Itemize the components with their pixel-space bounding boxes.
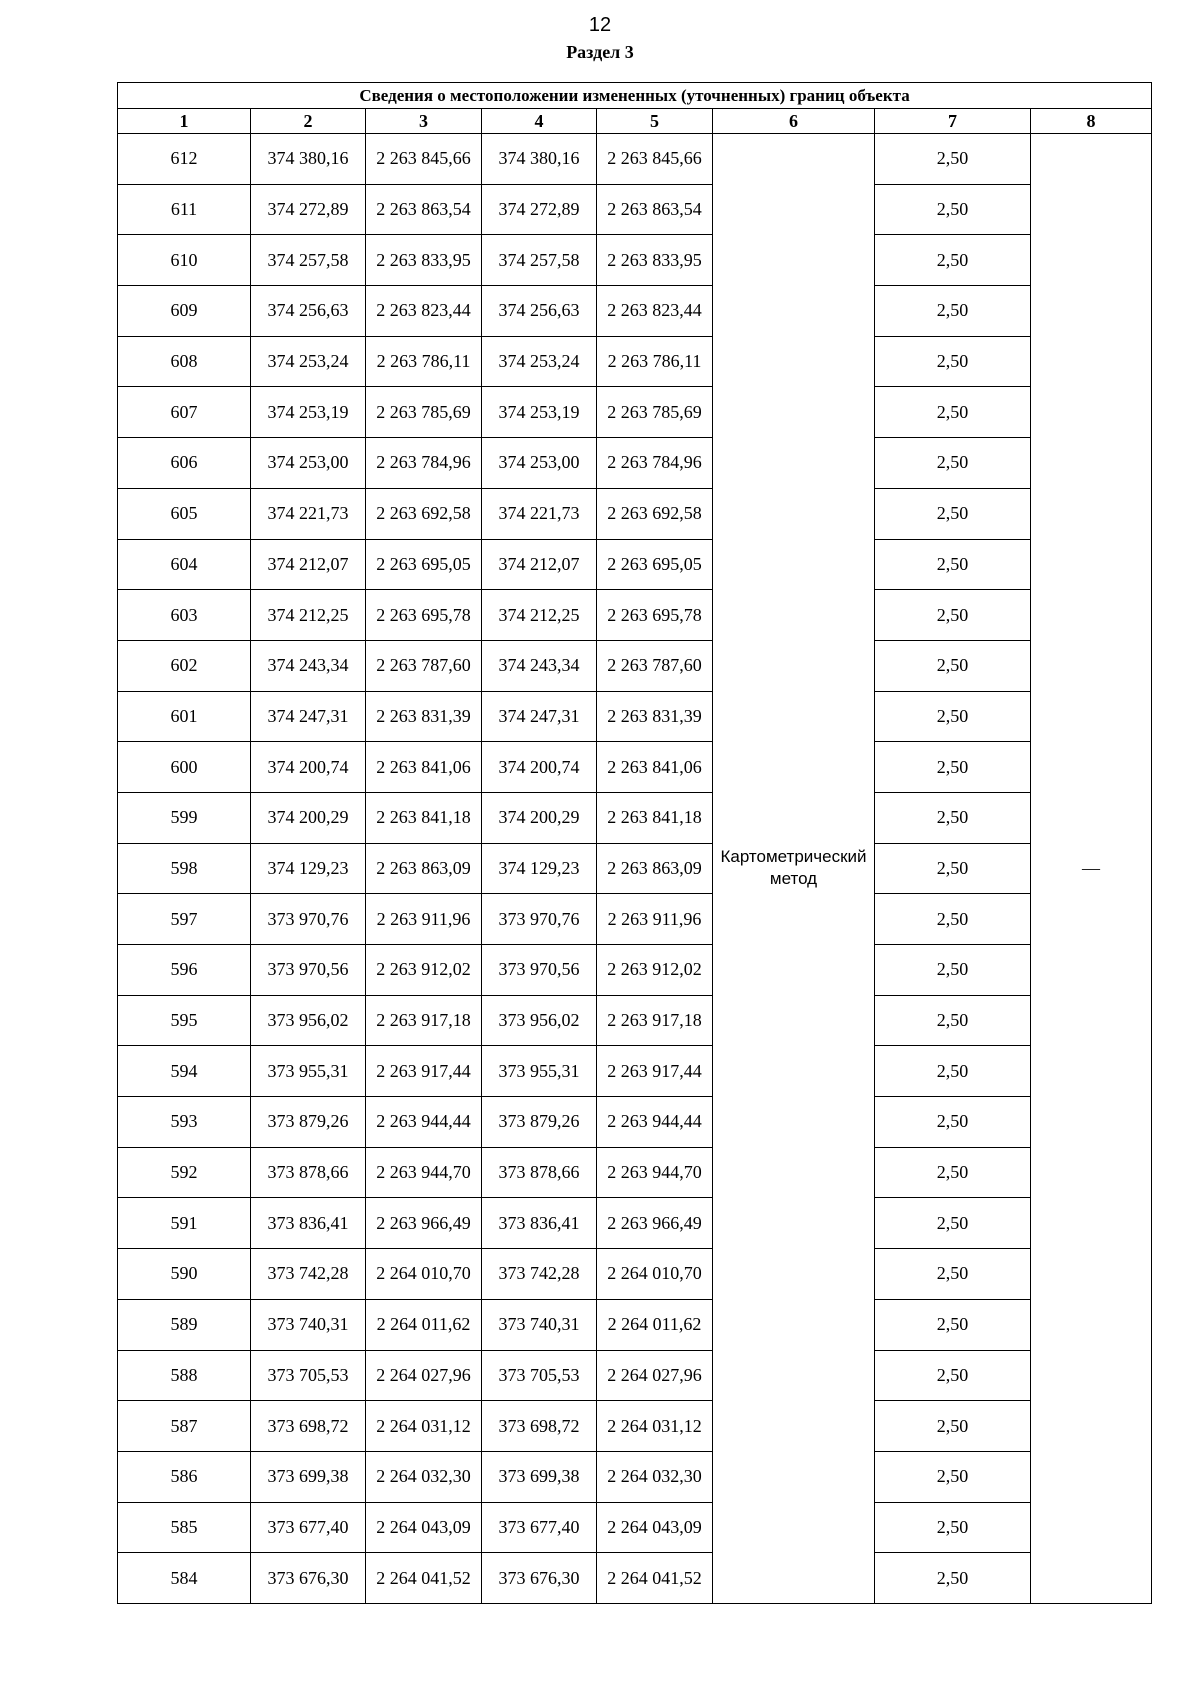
x-existing-cell: 373 970,56	[251, 945, 366, 996]
column-number-5: 5	[597, 109, 713, 134]
table-row	[118, 590, 1152, 641]
table-row	[118, 1147, 1152, 1198]
x-refined-cell: 374 221,73	[482, 488, 597, 539]
y-existing-cell: 2 263 917,44	[366, 1046, 482, 1097]
y-existing-cell: 2 263 863,54	[366, 184, 482, 235]
x-refined-cell: 373 676,30	[482, 1553, 597, 1604]
table-row	[118, 134, 1152, 185]
table-row	[118, 286, 1152, 337]
y-refined-cell: 2 263 841,06	[597, 742, 713, 793]
x-existing-cell: 373 740,31	[251, 1299, 366, 1350]
table-row	[118, 387, 1152, 438]
column-number-8: 8	[1031, 109, 1152, 134]
x-refined-cell: 374 247,31	[482, 691, 597, 742]
x-refined-cell: 373 677,40	[482, 1502, 597, 1553]
table-row	[118, 235, 1152, 286]
y-existing-cell: 2 264 041,52	[366, 1553, 482, 1604]
table-row	[118, 1350, 1152, 1401]
y-refined-cell: 2 263 695,78	[597, 590, 713, 641]
accuracy-cell: 2,50	[875, 336, 1031, 387]
y-refined-cell: 2 264 031,12	[597, 1401, 713, 1452]
point-number-cell: 599	[118, 792, 251, 843]
point-number-cell: 609	[118, 286, 251, 337]
y-existing-cell: 2 263 695,78	[366, 590, 482, 641]
point-number-cell: 595	[118, 995, 251, 1046]
x-refined-cell: 373 705,53	[482, 1350, 597, 1401]
x-existing-cell: 374 221,73	[251, 488, 366, 539]
table-row	[118, 843, 1152, 894]
y-existing-cell: 2 263 831,39	[366, 691, 482, 742]
table-row	[118, 1451, 1152, 1502]
point-number-cell: 587	[118, 1401, 251, 1452]
x-existing-cell: 374 253,24	[251, 336, 366, 387]
x-refined-cell: 374 200,29	[482, 792, 597, 843]
y-refined-cell: 2 263 911,96	[597, 894, 713, 945]
point-number-cell: 607	[118, 387, 251, 438]
table-row	[118, 488, 1152, 539]
y-refined-cell: 2 263 784,96	[597, 438, 713, 489]
table-body	[118, 134, 1152, 1604]
point-number-cell: 605	[118, 488, 251, 539]
point-number-cell: 594	[118, 1046, 251, 1097]
point-number-cell: 604	[118, 539, 251, 590]
y-existing-cell: 2 264 043,09	[366, 1502, 482, 1553]
x-refined-cell: 373 956,02	[482, 995, 597, 1046]
accuracy-cell: 2,50	[875, 1350, 1031, 1401]
x-existing-cell: 374 256,63	[251, 286, 366, 337]
accuracy-cell: 2,50	[875, 945, 1031, 996]
accuracy-cell: 2,50	[875, 1553, 1031, 1604]
y-refined-cell: 2 264 032,30	[597, 1451, 713, 1502]
point-number-cell: 612	[118, 134, 251, 185]
accuracy-cell: 2,50	[875, 184, 1031, 235]
y-existing-cell: 2 263 841,06	[366, 742, 482, 793]
y-existing-cell: 2 263 911,96	[366, 894, 482, 945]
x-existing-cell: 373 970,76	[251, 894, 366, 945]
y-refined-cell: 2 263 863,09	[597, 843, 713, 894]
point-number-cell: 606	[118, 438, 251, 489]
accuracy-cell: 2,50	[875, 1299, 1031, 1350]
col8-cell: —	[1031, 134, 1152, 1604]
x-refined-cell: 374 257,58	[482, 235, 597, 286]
x-existing-cell: 373 699,38	[251, 1451, 366, 1502]
column-number-6: 6	[713, 109, 875, 134]
table-caption: Сведения о местоположении измененных (уточненных) границ объекта	[118, 83, 1152, 109]
y-existing-cell: 2 263 944,44	[366, 1097, 482, 1148]
point-number-cell: 602	[118, 640, 251, 691]
page-number: 12	[588, 14, 612, 36]
x-refined-cell: 373 970,76	[482, 894, 597, 945]
point-number-cell: 584	[118, 1553, 251, 1604]
x-refined-cell: 373 698,72	[482, 1401, 597, 1452]
y-refined-cell: 2 263 833,95	[597, 235, 713, 286]
table-row	[118, 894, 1152, 945]
y-refined-cell: 2 263 831,39	[597, 691, 713, 742]
accuracy-cell: 2,50	[875, 995, 1031, 1046]
y-refined-cell: 2 263 823,44	[597, 286, 713, 337]
method-cell: Картометрический метод	[713, 134, 875, 1604]
table-row	[118, 539, 1152, 590]
table-row	[118, 1046, 1152, 1097]
x-refined-cell: 373 740,31	[482, 1299, 597, 1350]
x-existing-cell: 373 879,26	[251, 1097, 366, 1148]
accuracy-cell: 2,50	[875, 1198, 1031, 1249]
table-row	[118, 742, 1152, 793]
accuracy-cell: 2,50	[875, 1401, 1031, 1452]
accuracy-cell: 2,50	[875, 286, 1031, 337]
table-row	[118, 691, 1152, 742]
point-number-cell: 586	[118, 1451, 251, 1502]
accuracy-cell: 2,50	[875, 894, 1031, 945]
x-refined-cell: 374 243,34	[482, 640, 597, 691]
y-refined-cell: 2 263 692,58	[597, 488, 713, 539]
y-existing-cell: 2 263 787,60	[366, 640, 482, 691]
y-existing-cell: 2 263 692,58	[366, 488, 482, 539]
accuracy-cell: 2,50	[875, 539, 1031, 590]
x-refined-cell: 373 878,66	[482, 1147, 597, 1198]
accuracy-cell: 2,50	[875, 792, 1031, 843]
column-number-2: 2	[251, 109, 366, 134]
table-row	[118, 995, 1152, 1046]
y-refined-cell: 2 264 043,09	[597, 1502, 713, 1553]
x-refined-cell: 374 253,24	[482, 336, 597, 387]
y-refined-cell: 2 264 041,52	[597, 1553, 713, 1604]
accuracy-cell: 2,50	[875, 387, 1031, 438]
x-existing-cell: 374 200,29	[251, 792, 366, 843]
y-existing-cell: 2 263 785,69	[366, 387, 482, 438]
x-existing-cell: 373 878,66	[251, 1147, 366, 1198]
y-existing-cell: 2 263 784,96	[366, 438, 482, 489]
x-refined-cell: 374 380,16	[482, 134, 597, 185]
table-row	[118, 1097, 1152, 1148]
x-refined-cell: 374 272,89	[482, 184, 597, 235]
y-existing-cell: 2 264 011,62	[366, 1299, 482, 1350]
accuracy-cell: 2,50	[875, 134, 1031, 185]
y-refined-cell: 2 263 917,18	[597, 995, 713, 1046]
table-row	[118, 184, 1152, 235]
x-refined-cell: 373 699,38	[482, 1451, 597, 1502]
x-existing-cell: 373 676,30	[251, 1553, 366, 1604]
table-caption-row	[118, 83, 1152, 109]
y-existing-cell: 2 264 031,12	[366, 1401, 482, 1452]
accuracy-cell: 2,50	[875, 742, 1031, 793]
table-row	[118, 336, 1152, 387]
x-refined-cell: 373 836,41	[482, 1198, 597, 1249]
y-refined-cell: 2 263 863,54	[597, 184, 713, 235]
x-refined-cell: 374 253,00	[482, 438, 597, 489]
point-number-cell: 597	[118, 894, 251, 945]
x-existing-cell: 374 253,00	[251, 438, 366, 489]
x-refined-cell: 374 256,63	[482, 286, 597, 337]
y-existing-cell: 2 264 027,96	[366, 1350, 482, 1401]
y-refined-cell: 2 264 010,70	[597, 1249, 713, 1300]
x-existing-cell: 374 243,34	[251, 640, 366, 691]
accuracy-cell: 2,50	[875, 1147, 1031, 1198]
point-number-cell: 598	[118, 843, 251, 894]
point-number-cell: 592	[118, 1147, 251, 1198]
y-refined-cell: 2 263 944,70	[597, 1147, 713, 1198]
y-existing-cell: 2 263 695,05	[366, 539, 482, 590]
y-refined-cell: 2 263 695,05	[597, 539, 713, 590]
x-existing-cell: 373 677,40	[251, 1502, 366, 1553]
y-existing-cell: 2 263 863,09	[366, 843, 482, 894]
x-existing-cell: 373 955,31	[251, 1046, 366, 1097]
accuracy-cell: 2,50	[875, 235, 1031, 286]
y-refined-cell: 2 263 845,66	[597, 134, 713, 185]
table-row	[118, 640, 1152, 691]
x-existing-cell: 374 247,31	[251, 691, 366, 742]
accuracy-cell: 2,50	[875, 438, 1031, 489]
point-number-cell: 588	[118, 1350, 251, 1401]
y-refined-cell: 2 263 917,44	[597, 1046, 713, 1097]
point-number-cell: 590	[118, 1249, 251, 1300]
y-refined-cell: 2 264 011,62	[597, 1299, 713, 1350]
accuracy-cell: 2,50	[875, 843, 1031, 894]
y-refined-cell: 2 263 944,44	[597, 1097, 713, 1148]
y-existing-cell: 2 263 833,95	[366, 235, 482, 286]
point-number-cell: 591	[118, 1198, 251, 1249]
x-existing-cell: 373 698,72	[251, 1401, 366, 1452]
accuracy-cell: 2,50	[875, 640, 1031, 691]
accuracy-cell: 2,50	[875, 691, 1031, 742]
point-number-cell: 603	[118, 590, 251, 641]
table-row	[118, 1249, 1152, 1300]
point-number-cell: 596	[118, 945, 251, 996]
y-existing-cell: 2 263 823,44	[366, 286, 482, 337]
column-number-4: 4	[482, 109, 597, 134]
section-title: Раздел 3	[566, 42, 634, 62]
accuracy-cell: 2,50	[875, 1502, 1031, 1553]
point-number-cell: 611	[118, 184, 251, 235]
x-refined-cell: 373 742,28	[482, 1249, 597, 1300]
x-refined-cell: 374 212,07	[482, 539, 597, 590]
x-refined-cell: 374 129,23	[482, 843, 597, 894]
x-existing-cell: 374 253,19	[251, 387, 366, 438]
x-refined-cell: 373 879,26	[482, 1097, 597, 1148]
point-number-cell: 608	[118, 336, 251, 387]
y-refined-cell: 2 263 966,49	[597, 1198, 713, 1249]
accuracy-cell: 2,50	[875, 1451, 1031, 1502]
accuracy-cell: 2,50	[875, 1097, 1031, 1148]
column-number-1: 1	[118, 109, 251, 134]
y-refined-cell: 2 263 841,18	[597, 792, 713, 843]
point-number-cell: 610	[118, 235, 251, 286]
accuracy-cell: 2,50	[875, 1046, 1031, 1097]
table-row	[118, 945, 1152, 996]
table-row	[118, 1502, 1152, 1553]
boundary-coordinates-table	[117, 82, 1152, 1604]
y-existing-cell: 2 263 786,11	[366, 336, 482, 387]
accuracy-cell: 2,50	[875, 590, 1031, 641]
x-existing-cell: 374 212,25	[251, 590, 366, 641]
y-refined-cell: 2 263 785,69	[597, 387, 713, 438]
table-row	[118, 1401, 1152, 1452]
x-refined-cell: 374 253,19	[482, 387, 597, 438]
table-row	[118, 792, 1152, 843]
table-row	[118, 1299, 1152, 1350]
column-number-row	[118, 109, 1152, 134]
x-existing-cell: 374 200,74	[251, 742, 366, 793]
x-existing-cell: 374 272,89	[251, 184, 366, 235]
point-number-cell: 589	[118, 1299, 251, 1350]
x-existing-cell: 374 129,23	[251, 843, 366, 894]
table-row	[118, 1553, 1152, 1604]
x-existing-cell: 373 705,53	[251, 1350, 366, 1401]
y-refined-cell: 2 264 027,96	[597, 1350, 713, 1401]
point-number-cell: 593	[118, 1097, 251, 1148]
y-existing-cell: 2 263 917,18	[366, 995, 482, 1046]
x-existing-cell: 374 212,07	[251, 539, 366, 590]
x-existing-cell: 374 257,58	[251, 235, 366, 286]
column-number-7: 7	[875, 109, 1031, 134]
table-row	[118, 438, 1152, 489]
y-existing-cell: 2 263 966,49	[366, 1198, 482, 1249]
y-existing-cell: 2 263 912,02	[366, 945, 482, 996]
table-row	[118, 1198, 1152, 1249]
accuracy-cell: 2,50	[875, 488, 1031, 539]
y-refined-cell: 2 263 786,11	[597, 336, 713, 387]
x-existing-cell: 373 956,02	[251, 995, 366, 1046]
x-refined-cell: 373 955,31	[482, 1046, 597, 1097]
y-existing-cell: 2 263 841,18	[366, 792, 482, 843]
x-existing-cell: 374 380,16	[251, 134, 366, 185]
y-refined-cell: 2 263 787,60	[597, 640, 713, 691]
y-existing-cell: 2 263 845,66	[366, 134, 482, 185]
point-number-cell: 601	[118, 691, 251, 742]
accuracy-cell: 2,50	[875, 1249, 1031, 1300]
x-existing-cell: 373 742,28	[251, 1249, 366, 1300]
x-refined-cell: 374 200,74	[482, 742, 597, 793]
x-refined-cell: 373 970,56	[482, 945, 597, 996]
x-existing-cell: 373 836,41	[251, 1198, 366, 1249]
y-existing-cell: 2 264 032,30	[366, 1451, 482, 1502]
point-number-cell: 585	[118, 1502, 251, 1553]
y-existing-cell: 2 264 010,70	[366, 1249, 482, 1300]
y-existing-cell: 2 263 944,70	[366, 1147, 482, 1198]
y-refined-cell: 2 263 912,02	[597, 945, 713, 996]
x-refined-cell: 374 212,25	[482, 590, 597, 641]
point-number-cell: 600	[118, 742, 251, 793]
column-number-3: 3	[366, 109, 482, 134]
